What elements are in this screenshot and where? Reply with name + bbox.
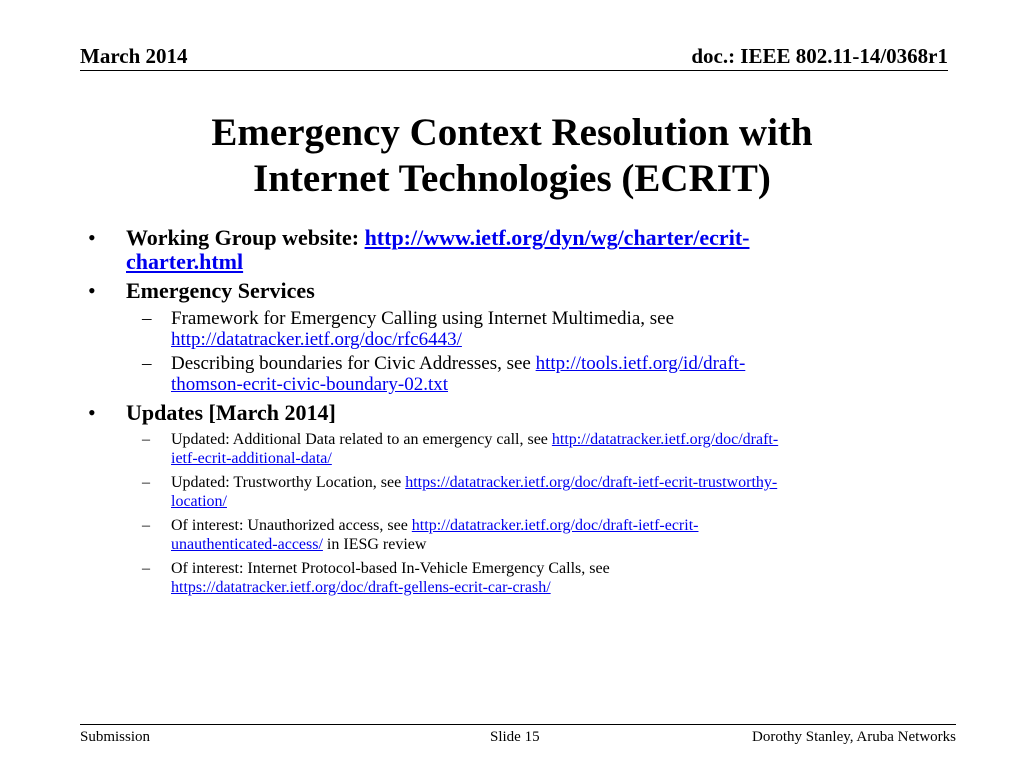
trustworthy-location-link[interactable]: https://datatracker.ietf.org/doc/draft-ietf-ecrit-trustworthy- location/: [171, 474, 778, 510]
dash-marker: –: [142, 308, 152, 329]
footer-slide-number: Slide 15: [490, 729, 540, 745]
subitem-unauthorized-access: [85, 516, 945, 554]
footer-author: Dorothy Stanley, Aruba Networks: [752, 729, 956, 745]
updates-label: Updates [March 2014]: [126, 400, 336, 425]
bullet-marker: •: [88, 278, 96, 303]
slide-content: [85, 226, 945, 602]
title-line-2: Internet Technologies (ECRIT): [253, 157, 771, 200]
header-date: March 2014: [80, 44, 188, 68]
dash-marker: –: [142, 353, 152, 374]
dash-marker: –: [142, 560, 150, 577]
slide-title: [80, 110, 944, 202]
title-line-1: Emergency Context Resolution with: [211, 111, 813, 154]
bullet-marker: •: [88, 225, 96, 250]
civic-boundary-link[interactable]: http://tools.ietf.org/id/draft- thomson-ecrit-civic-boundary-02.txt: [171, 353, 746, 395]
subitem-trustworthy-location: [85, 473, 945, 511]
wg-website-link[interactable]: http://www.ietf.org/dyn/wg/charter/ecrit- charter.html: [126, 225, 750, 274]
car-crash-text: Of interest: Internet Protocol-based In-Vehicle Emergency Calls, see: [171, 560, 610, 577]
subitem-car-crash: [85, 559, 945, 597]
footer-submission: Submission: [80, 729, 151, 745]
dash-marker: –: [142, 517, 150, 534]
bullet-updates: [85, 401, 945, 425]
bullet-working-group: [85, 226, 945, 274]
wg-label: Working Group website:: [126, 225, 365, 250]
slide-header: [80, 44, 948, 71]
subitem-civic-boundaries: [85, 353, 945, 395]
dash-marker: –: [142, 431, 150, 448]
bullet-marker: •: [88, 400, 96, 425]
slide-footer: [80, 724, 956, 749]
header-doc-id: doc.: IEEE 802.11-14/0368r1: [691, 44, 948, 68]
additional-data-text: Updated: Additional Data related to an emergency call, see: [171, 431, 552, 448]
rfc6443-link[interactable]: http://datatracker.ietf.org/doc/rfc6443/: [171, 329, 462, 350]
framework-text: Framework for Emergency Calling using Internet Multimedia, see: [171, 308, 675, 329]
additional-data-link[interactable]: http://datatracker.ietf.org/doc/draft- ietf-ecrit-additional-data/: [171, 431, 779, 467]
subitem-additional-data: [85, 430, 945, 468]
unauthenticated-access-link[interactable]: http://datatracker.ietf.org/doc/draft-ietf-ecrit- unauthenticated-access/: [171, 517, 699, 553]
unauthorized-suffix: in IESG review: [322, 536, 427, 553]
car-crash-link[interactable]: https://datatracker.ietf.org/doc/draft-gellens-ecrit-car-crash/: [171, 579, 551, 596]
subitem-framework: [85, 308, 945, 350]
civic-text: Describing boundaries for Civic Addresses, see: [171, 353, 536, 374]
unauthorized-text: Of interest: Unauthorized access, see: [171, 517, 412, 534]
trustworthy-text: Updated: Trustworthy Location, see: [171, 474, 406, 491]
dash-marker: –: [142, 474, 150, 491]
services-label: Emergency Services: [126, 278, 315, 303]
bullet-emergency-services: [85, 279, 945, 303]
